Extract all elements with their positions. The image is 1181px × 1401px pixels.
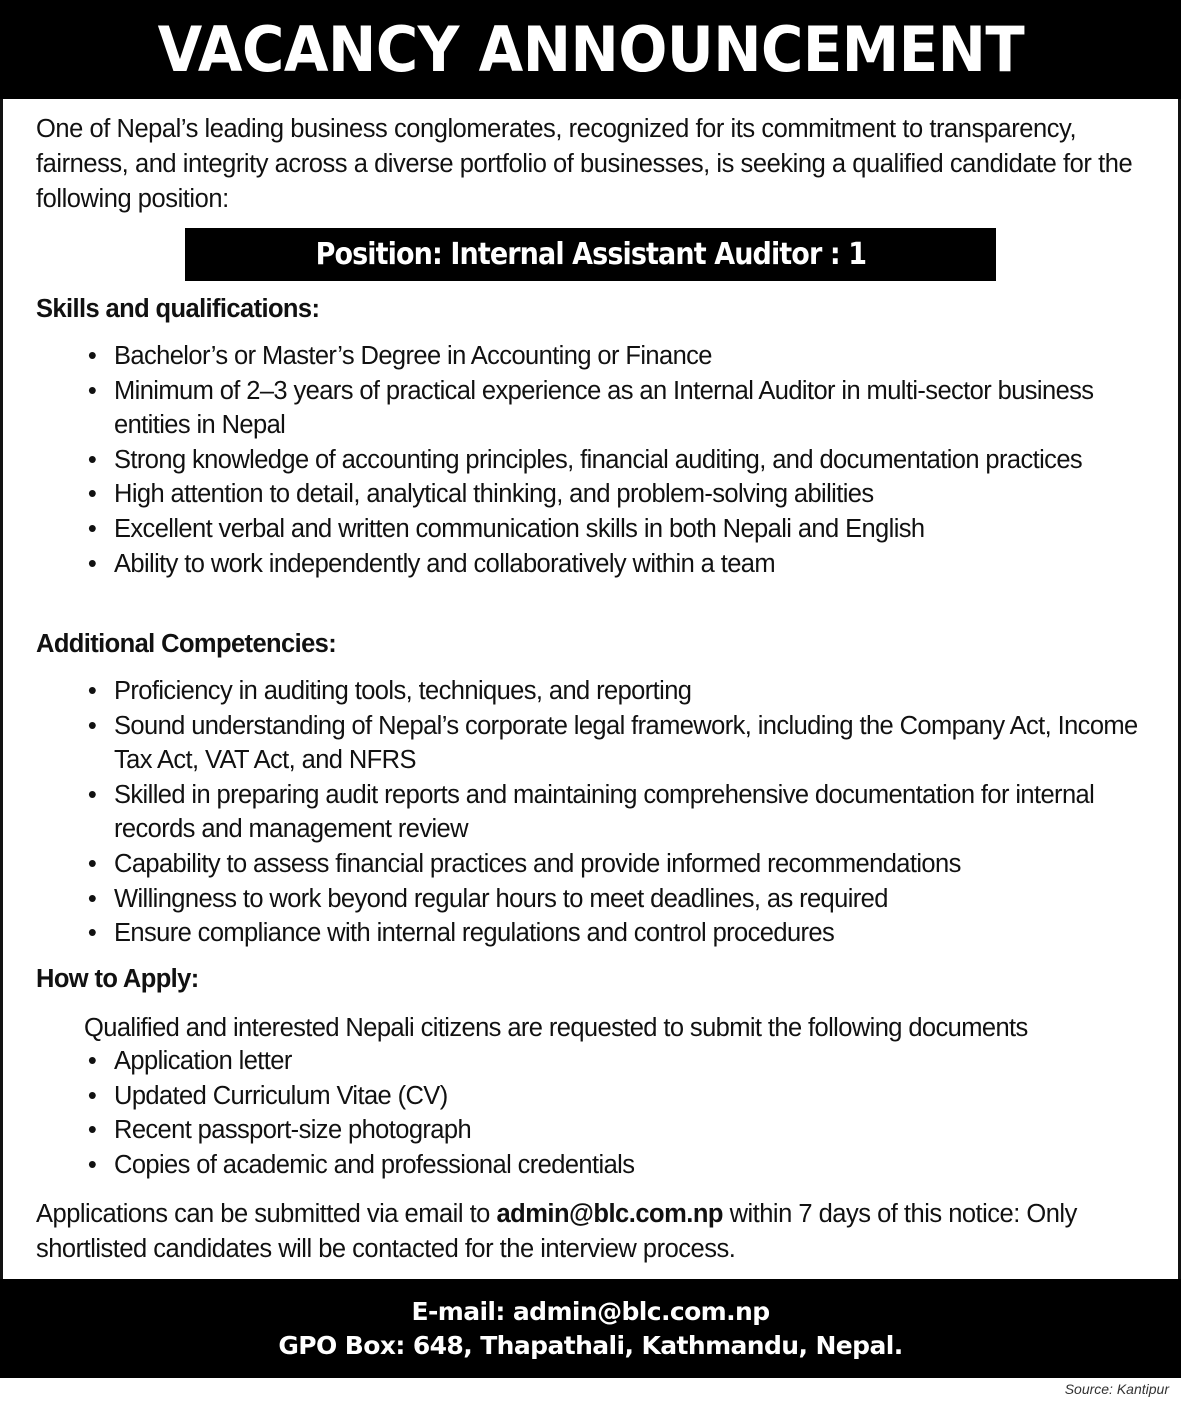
list-item-text: Minimum of 2–3 years of practical experience as an Internal Auditor in multi-sector business entities in Nepal — [114, 376, 1094, 440]
contact-email[interactable]: E-mail: admin@blc.com.np — [411, 1296, 770, 1326]
skills-heading: Skills and qualifications: — [36, 295, 320, 323]
list-item — [82, 1148, 1157, 1183]
list-item-text: Willingness to work beyond regular hours to meet deadlines, as required — [114, 884, 888, 913]
list-item-text: Sound understanding of Nepal’s corporate legal framework, including the Company Act, Income Tax Act, VAT Act, and NFRS — [114, 711, 1138, 775]
bullet-icon: • — [87, 480, 97, 509]
list-item-text: Copies of academic and professional credentials — [114, 1150, 635, 1179]
contact-address: GPO Box: 648, Thapathali, Kathmandu, Nepal. — [278, 1330, 903, 1360]
bullet-icon: • — [87, 445, 97, 474]
page-title: VACANCY ANNOUNCEMENT — [157, 13, 1024, 86]
list-item-text: Proficiency in auditing tools, techniques, and reporting — [114, 677, 692, 705]
bullet-icon: • — [87, 919, 97, 948]
bullet-icon: • — [87, 514, 97, 543]
list-item-text: Recent passport-size photograph — [114, 1116, 472, 1145]
bullet-icon: • — [87, 549, 97, 578]
bullet-icon: • — [87, 1116, 97, 1145]
list-item — [82, 674, 1157, 709]
bullet-icon: • — [87, 677, 97, 705]
apply-intro: Qualified and interested Nepali citizens are requested to submit the following documents — [84, 1014, 1028, 1042]
list-item — [82, 916, 1157, 951]
bullet-icon: • — [87, 1047, 97, 1075]
list-item — [82, 512, 1157, 547]
apply-note — [36, 1197, 1156, 1266]
skills-list — [82, 339, 1157, 581]
list-item — [82, 339, 1157, 374]
list-item-text: Ensure compliance with internal regulations and control procedures — [114, 919, 835, 948]
list-item — [82, 882, 1157, 917]
list-item — [82, 1044, 1157, 1079]
bullet-icon: • — [87, 849, 97, 878]
list-item-text: Skilled in preparing audit reports and maintaining comprehensive documentation for internal records and management review — [114, 780, 1095, 844]
bullet-icon: • — [87, 376, 97, 405]
title-banner — [0, 0, 1181, 99]
list-item — [82, 778, 1157, 847]
list-item — [82, 477, 1157, 512]
contact-banner — [0, 1279, 1181, 1378]
bullet-icon: • — [87, 1150, 97, 1179]
intro-paragraph: One of Nepal’s leading business conglomerates, recognized for its commitment to transparency, fairness, and integrity across a diverse portfolio of businesses, is seeking a qualified candidate for the following position: — [36, 115, 1133, 213]
list-item-text: Strong knowledge of accounting principles, financial auditing, and documentation practices — [114, 445, 1083, 474]
list-item — [82, 1079, 1157, 1114]
list-item — [82, 443, 1157, 478]
apply-note-text: Applications can be submitted via email to — [36, 1200, 497, 1228]
list-item-text: Updated Curriculum Vitae (CV) — [114, 1081, 448, 1110]
list-item-text: Bachelor’s or Master’s Degree in Accounting or Finance — [114, 342, 712, 370]
position-banner — [185, 228, 996, 281]
list-item-text: Application letter — [114, 1047, 292, 1075]
list-item — [82, 547, 1157, 582]
competencies-list — [82, 674, 1157, 951]
apply-heading: How to Apply: — [36, 965, 199, 993]
list-item-text: High attention to detail, analytical thinking, and problem-solving abilities — [114, 480, 874, 509]
documents-list — [82, 1044, 1157, 1182]
list-item — [82, 1113, 1157, 1148]
competencies-heading: Additional Competencies: — [36, 630, 337, 658]
bullet-icon: • — [87, 884, 97, 913]
bullet-icon: • — [87, 1081, 97, 1110]
list-item — [82, 374, 1157, 443]
list-item — [82, 709, 1157, 778]
apply-note-text: within 7 days of this notice: Only shortlisted candidates will be contacted for the interview process. — [36, 1200, 1077, 1263]
list-item-text: Ability to work independently and collaboratively within a team — [114, 549, 775, 578]
position-title: Position: Internal Assistant Auditor : 1 — [315, 237, 866, 272]
bullet-icon: • — [87, 711, 97, 740]
list-item — [82, 847, 1157, 882]
email-link[interactable]: admin@blc.com.np — [496, 1200, 723, 1228]
list-item-text: Excellent verbal and written communication skills in both Nepali and English — [114, 514, 925, 543]
bullet-icon: • — [87, 342, 97, 370]
list-item-text: Capability to assess financial practices and provide informed recommendations — [114, 849, 961, 878]
source-credit: Source: Kantipur — [1064, 1381, 1169, 1397]
bullet-icon: • — [87, 780, 97, 809]
